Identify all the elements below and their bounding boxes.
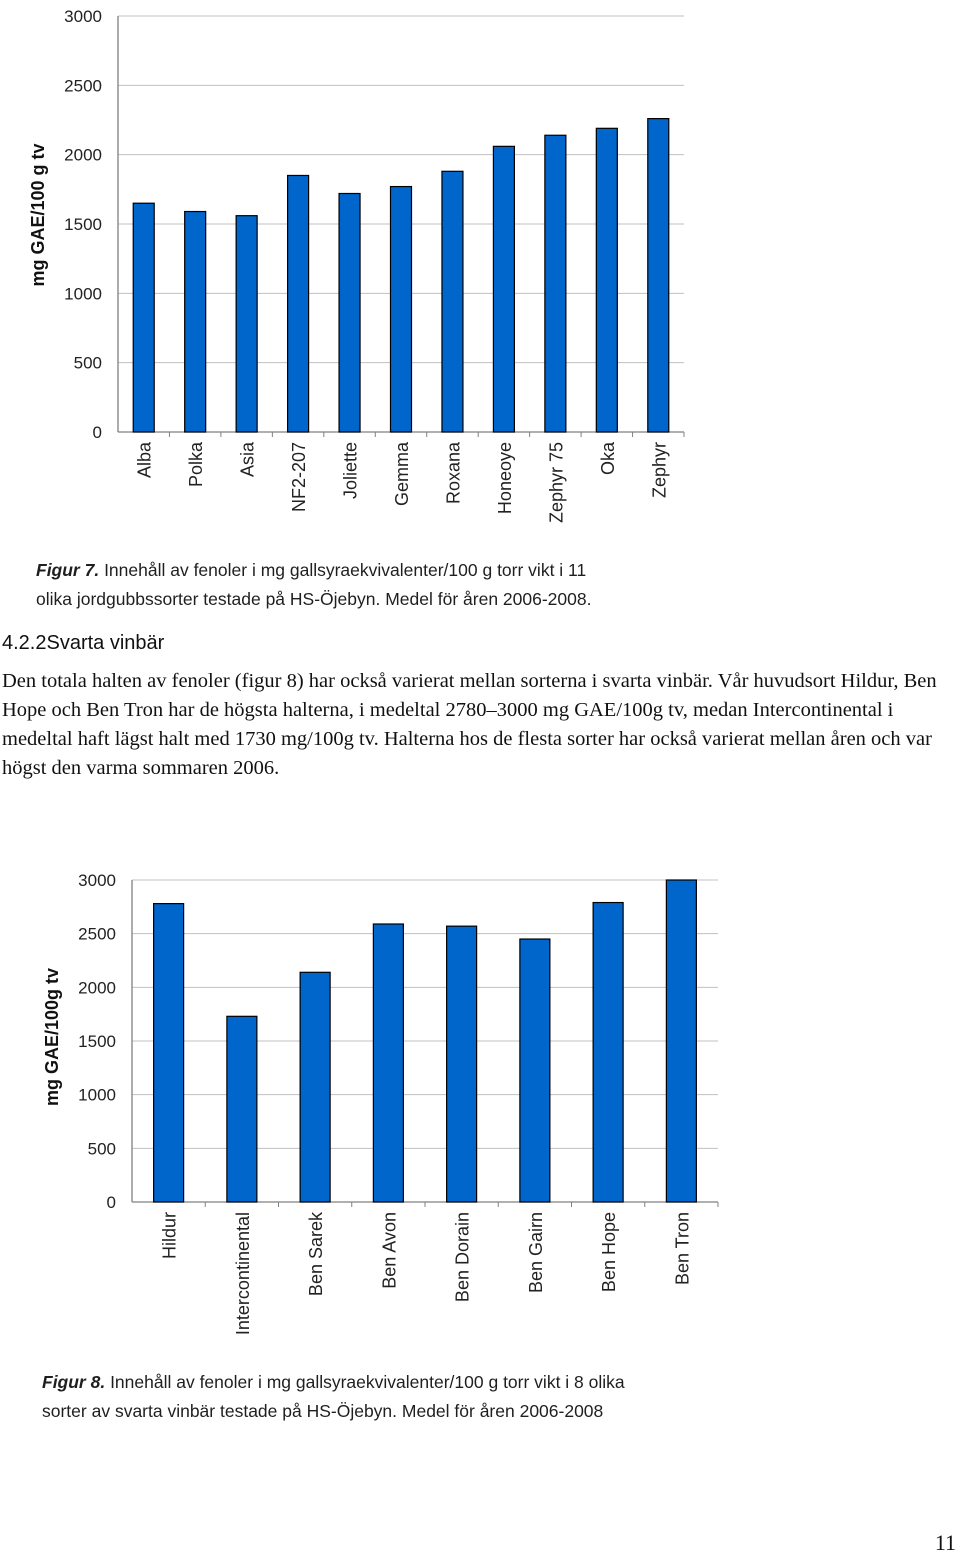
fig7-category-label: Joliette — [340, 442, 361, 500]
figure-8-caption-line1: Innehåll av fenoler i mg gallsyraekvivalenter/100 g torr vikt i 8 olika — [105, 1372, 625, 1392]
fig8-category-label: Ben Avon — [379, 1212, 400, 1289]
fig7-y-axis-title: mg GAE/100 g tv — [28, 143, 48, 287]
fig8-category-label: Intercontinental — [232, 1212, 253, 1336]
fig8-ytick-label: 3000 — [78, 871, 116, 890]
fig8-ytick-label: 2500 — [78, 924, 116, 944]
section-paragraph: Den totala halten av fenoler (figur 8) har också varierat mellan sorterna i svarta vinbär. Vår huvudsort Hildur, Ben Hope och Ben Tron har de högsta halterna, i medeltal 2780–3000 mg GAE/100g tv, medan Intercontinental i medeltal haft lägst halt med 1730 mg/100g tv. Halterna hos de flesta sorter har också varierat mellan åren och var högst den varma sommaren 2006. — [2, 670, 937, 779]
fig8-bar-ben-avon — [373, 924, 403, 1202]
fig8-category-label: Hildur — [159, 1212, 180, 1260]
fig7-category-label: Zephyr 75 — [546, 442, 567, 524]
fig8-bar-ben-gairn — [520, 939, 550, 1202]
fig8-category-label: Ben Hope — [599, 1212, 620, 1293]
fig7-category-label: Asia — [237, 442, 258, 478]
figure-7-label: Figur 7. — [36, 560, 100, 580]
fig7-bar-gemma — [391, 187, 412, 432]
figure-7-caption — [36, 556, 591, 614]
fig7-category-label: Roxana — [443, 442, 464, 505]
fig7-bar-joliette — [339, 193, 360, 432]
fig7-bar-roxana — [442, 171, 463, 432]
figure-8-label: Figur 8. — [42, 1372, 106, 1392]
fig7-ytick-label: 500 — [73, 353, 102, 373]
fig8-bar-ben-sarek — [300, 972, 330, 1202]
fig7-bar-oka — [596, 128, 617, 432]
figure-7-caption-line1: Innehåll av fenoler i mg gallsyraekvivalenter/100 g torr vikt i 11 — [99, 560, 587, 580]
fig7-category-label: Polka — [186, 442, 207, 488]
fig7-bar-zephyr-75 — [545, 135, 566, 432]
figure-8-chart — [0, 860, 960, 1370]
fig7-bar-honeoye — [493, 146, 514, 432]
figure-8-caption-line2: sorter av svarta vinbär testade på HS-Öjebyn. Medel för åren 2006-2008 — [42, 1401, 604, 1421]
fig8-bar-ben-hope — [593, 903, 623, 1202]
fig7-bar-polka — [185, 212, 206, 432]
fig8-category-label: Ben Gairn — [525, 1212, 546, 1294]
fig7-category-label: Alba — [134, 442, 155, 479]
fig8-ytick-label: 500 — [87, 1139, 116, 1159]
fig7-category-label: Zephyr — [649, 442, 670, 499]
figure-7-caption-line2: olika jordgubbssorter testade på HS-Öjebyn. Medel för åren 2006-2008. — [36, 589, 592, 609]
fig8-ytick-label: 1500 — [78, 1032, 116, 1051]
fig8-y-axis-title: mg GAE/100g tv — [42, 967, 62, 1107]
figure-7-chart — [0, 0, 960, 540]
fig7-bar-alba — [133, 203, 154, 432]
fig7-ytick-label: 1000 — [64, 284, 102, 304]
fig7-bar-asia — [236, 216, 257, 432]
fig7-bar-nf2-207 — [288, 175, 309, 432]
fig7-ytick-label: 2500 — [64, 76, 102, 96]
fig7-category-label: Honeoye — [494, 442, 515, 515]
fig8-bar-ben-tron — [666, 880, 696, 1202]
figure-8-caption — [42, 1368, 625, 1426]
fig8-category-label: Ben Sarek — [306, 1212, 327, 1297]
fig7-ytick-label: 2000 — [64, 145, 102, 165]
fig7-category-label: Oka — [597, 442, 618, 476]
fig7-ytick-label: 1500 — [64, 215, 102, 234]
fig7-category-label: Gemma — [392, 442, 412, 507]
fig8-ytick-label: 2000 — [78, 978, 116, 998]
fig8-category-label: Ben Tron — [672, 1212, 693, 1286]
fig8-bar-intercontinental — [227, 1016, 257, 1202]
section-heading: 4.2.2Svarta vinbär — [2, 632, 165, 654]
fig7-bar-zephyr — [648, 119, 669, 432]
fig8-bar-hildur — [154, 904, 184, 1202]
fig8-ytick-label: 0 — [106, 1193, 116, 1212]
fig8-bar-ben-dorain — [447, 926, 477, 1202]
fig8-ytick-label: 1000 — [78, 1085, 116, 1105]
fig7-ytick-label: 0 — [92, 423, 102, 442]
fig8-category-label: Ben Dorain — [452, 1212, 473, 1303]
page-number: 11 — [934, 1530, 956, 1555]
fig7-category-label: NF2-207 — [289, 442, 310, 513]
fig7-ytick-label: 3000 — [64, 7, 102, 26]
